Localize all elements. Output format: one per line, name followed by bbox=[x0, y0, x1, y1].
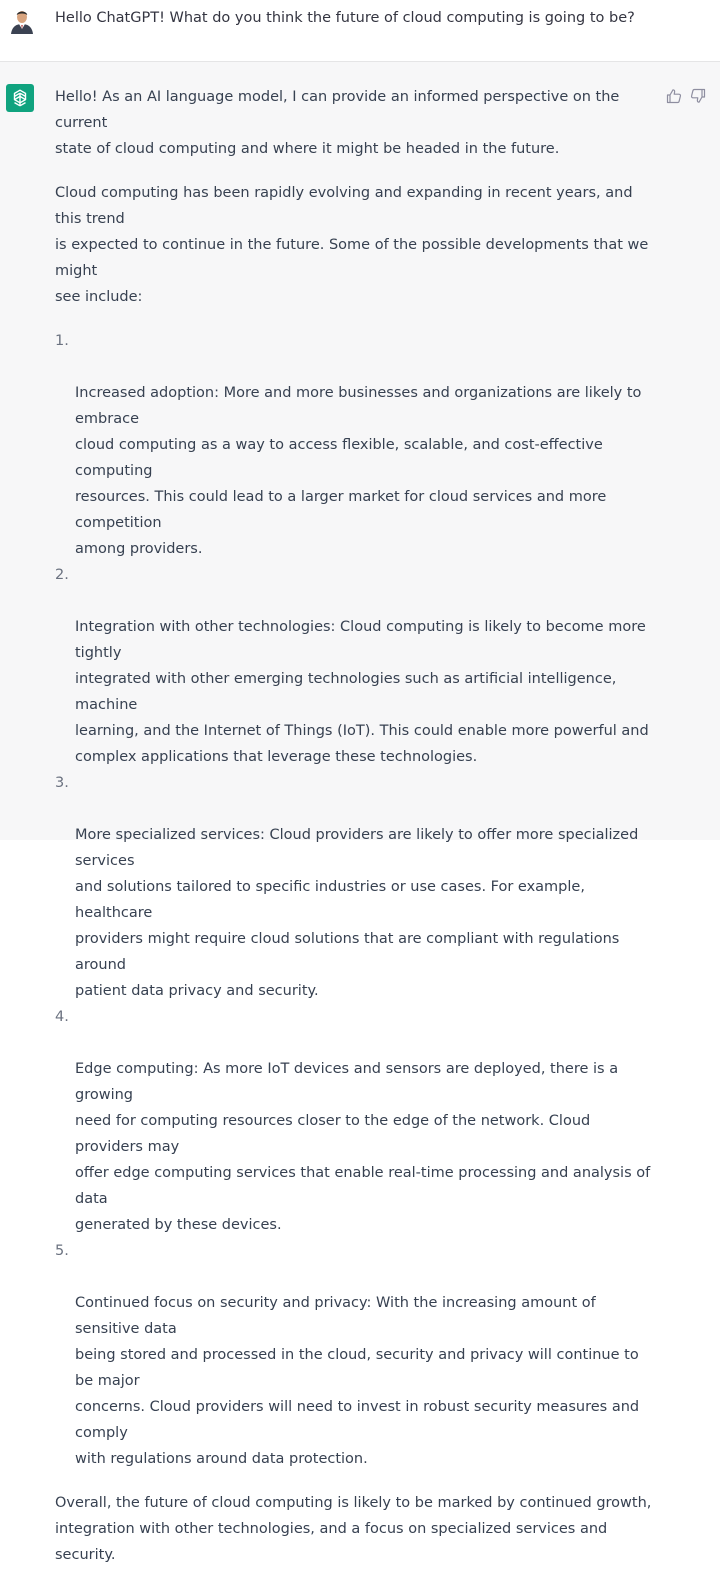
list-item-number: 1. bbox=[55, 333, 69, 349]
list-item bbox=[55, 562, 655, 770]
list-item bbox=[55, 1238, 655, 1472]
list-item-text: Continued focus on security and privacy: With the increasing amount of sensitive data being stored and processed in the cloud, security and privacy will continue to be major concerns. Cloud providers will need to invest in robust security measures and comply with regulations around data protection. bbox=[75, 1295, 640, 1467]
thumbs-up-icon[interactable] bbox=[666, 88, 682, 104]
feedback-controls bbox=[666, 88, 710, 106]
assistant-lead: Cloud computing has been rapidly evolving and expanding in recent years, and this trend is expected to continue in the future. Some of the possible developments that we might see include: bbox=[55, 185, 649, 305]
assistant-message-row bbox=[0, 62, 720, 1563]
list-item-text: Edge computing: As more IoT devices and sensors are deployed, there is a growing need for computing resources closer to the edge of the network. Cloud providers may offer edge computing services that enable real-time processing and analysis of data generated by these devices. bbox=[75, 1061, 651, 1233]
developments-list bbox=[55, 328, 655, 1472]
user-message-text: Hello ChatGPT! What do you think the future of cloud computing is going to be? bbox=[55, 10, 635, 26]
list-item bbox=[55, 1004, 655, 1238]
list-item-text: More specialized services: Cloud providers are likely to offer more specialized services and solutions tailored to specific industries or use cases. For example, healthcare providers might require cloud solutions that are compliant with regulations around patient data privacy and security. bbox=[75, 827, 639, 999]
list-item-number: 5. bbox=[55, 1243, 69, 1259]
list-item bbox=[55, 770, 655, 1004]
user-photo-avatar bbox=[8, 6, 36, 34]
list-item bbox=[55, 328, 655, 562]
openai-logo-icon bbox=[10, 88, 30, 108]
assistant-message-body bbox=[55, 84, 655, 1586]
list-item-number: 3. bbox=[55, 775, 69, 791]
list-item-number: 4. bbox=[55, 1009, 69, 1025]
user-avatar bbox=[8, 6, 36, 34]
list-item-number: 2. bbox=[55, 567, 69, 583]
user-message-row bbox=[0, 0, 720, 62]
thumbs-down-icon[interactable] bbox=[690, 88, 706, 104]
assistant-avatar bbox=[6, 84, 34, 112]
assistant-conclusion: Overall, the future of cloud computing is likely to be marked by continued growth, integration with other technologies, and a focus on specialized services and security. bbox=[55, 1495, 652, 1563]
assistant-intro: Hello! As an AI language model, I can provide an informed perspective on the current state of cloud computing and where it might be headed in the future. bbox=[55, 89, 620, 157]
list-item-text: Integration with other technologies: Cloud computing is likely to become more tightly integrated with other emerging technologies such as artificial intelligence, machine learning, and the Internet of Things (IoT). This could enable more powerful and complex applications that leverage these technologies. bbox=[75, 619, 649, 765]
list-item-text: Increased adoption: More and more businesses and organizations are likely to embrace cloud computing as a way to access flexible, scalable, and cost-effective computing resources. This could lead to a larger market for cloud services and more competition among providers. bbox=[75, 385, 642, 557]
